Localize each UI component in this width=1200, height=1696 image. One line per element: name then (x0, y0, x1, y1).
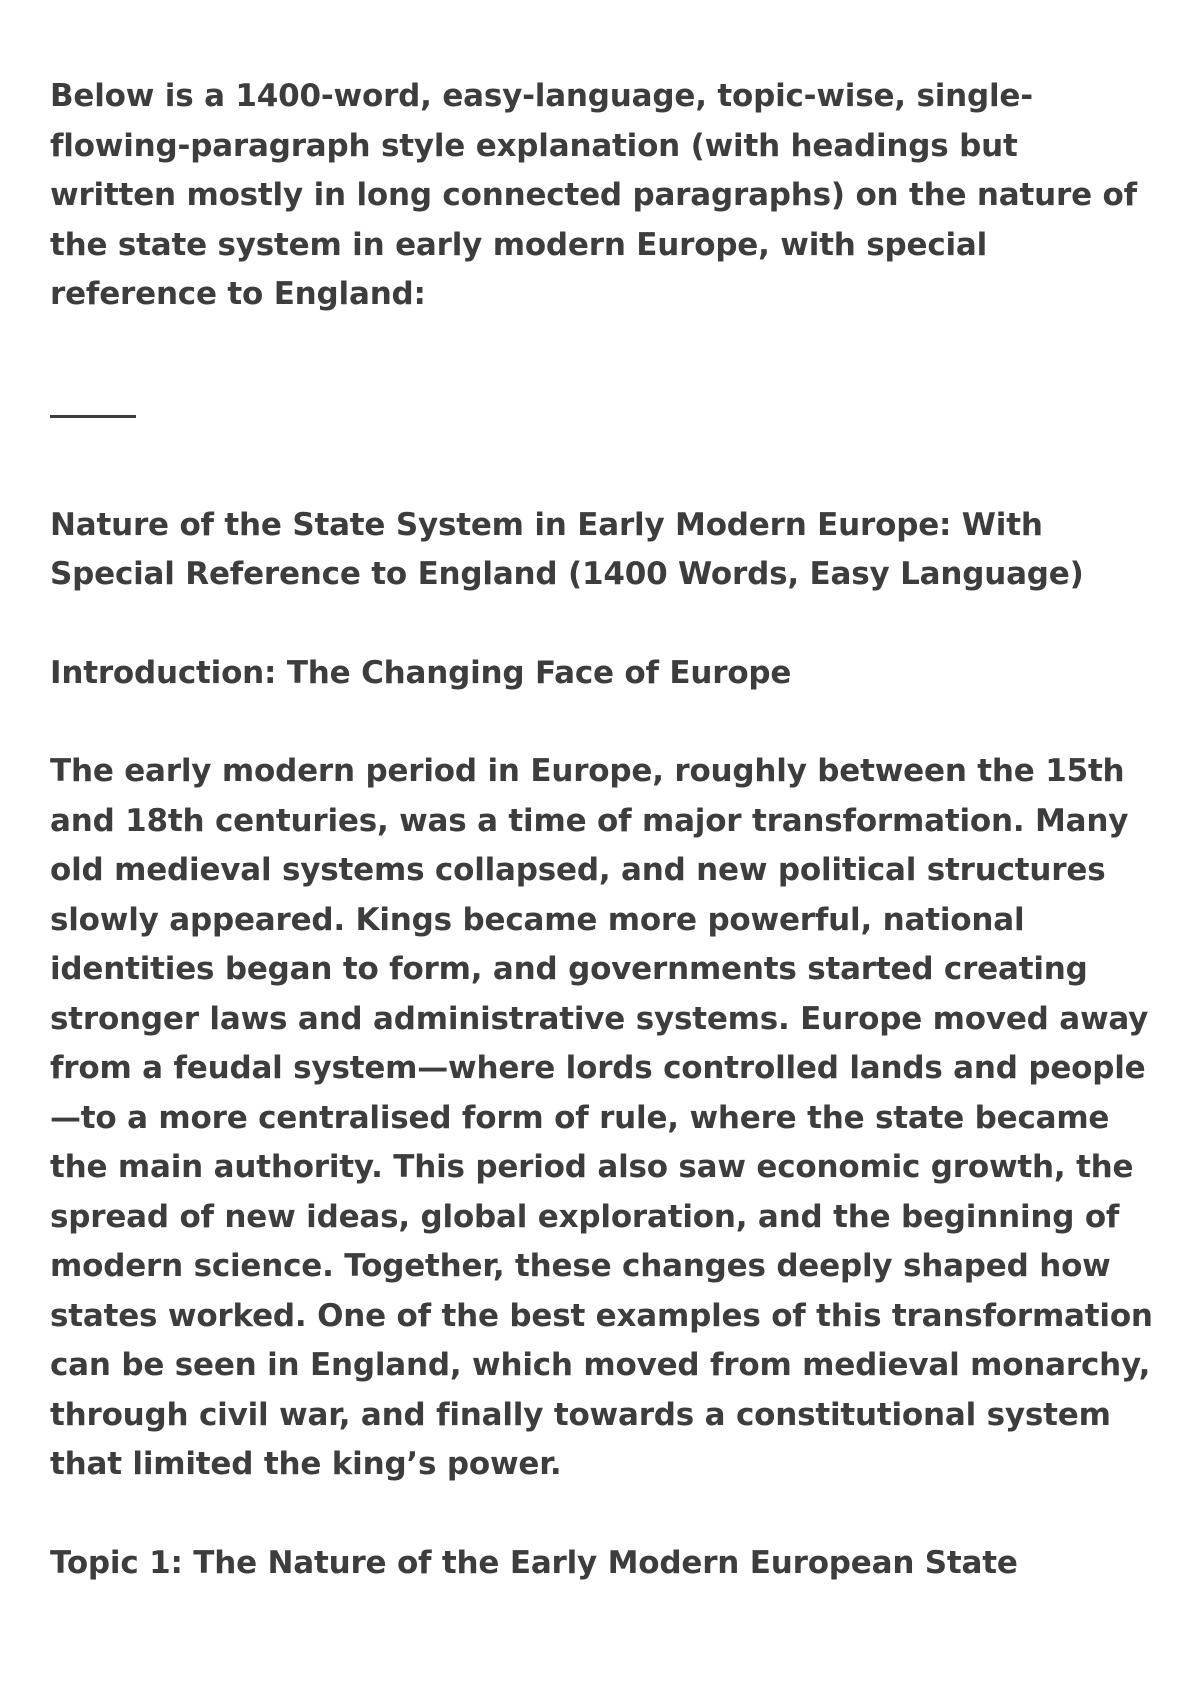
document-title: Nature of the State System in Early Modern Europe: With Special Reference to England (1400 Words, Easy Language) (50, 506, 1084, 592)
section-heading-introduction: Introduction: The Changing Face of Europe (50, 654, 792, 691)
intro-paragraph: Below is a 1400-word, easy-language, topic-wise, single-flowing-paragraph style explanation (with headings but written mostly in long connected paragraphs) on the nature of the state system in early modern Europe, with special reference to England: (50, 78, 1137, 312)
document-page (50, 72, 1160, 1588)
section-introduction-body: The early modern period in Europe, roughly between the 15th and 18th centuries, was a time of major transformation. Many old medieval systems collapsed, and new political structures slowly appeared. Kings became more powerful, national identities began to form, and governments started creating stronger laws and administrative systems. Europe moved away from a feudal system—where lords controlled lands and people—to a more centralised form of rule, where the state became the main authority. This period also saw economic growth, the spread of new ideas, global exploration, and the beginning of modern science. Together, these changes deeply shaped how states worked. One of the best examples of this transformation can be seen in England, which moved from medieval monarchy, through civil war, and finally towards a constitutional system that limited the king’s power. (50, 753, 1153, 1482)
horizontal-divider (50, 415, 136, 418)
section-heading-topic-1: Topic 1: The Nature of the Early Modern European State (50, 1544, 1018, 1581)
